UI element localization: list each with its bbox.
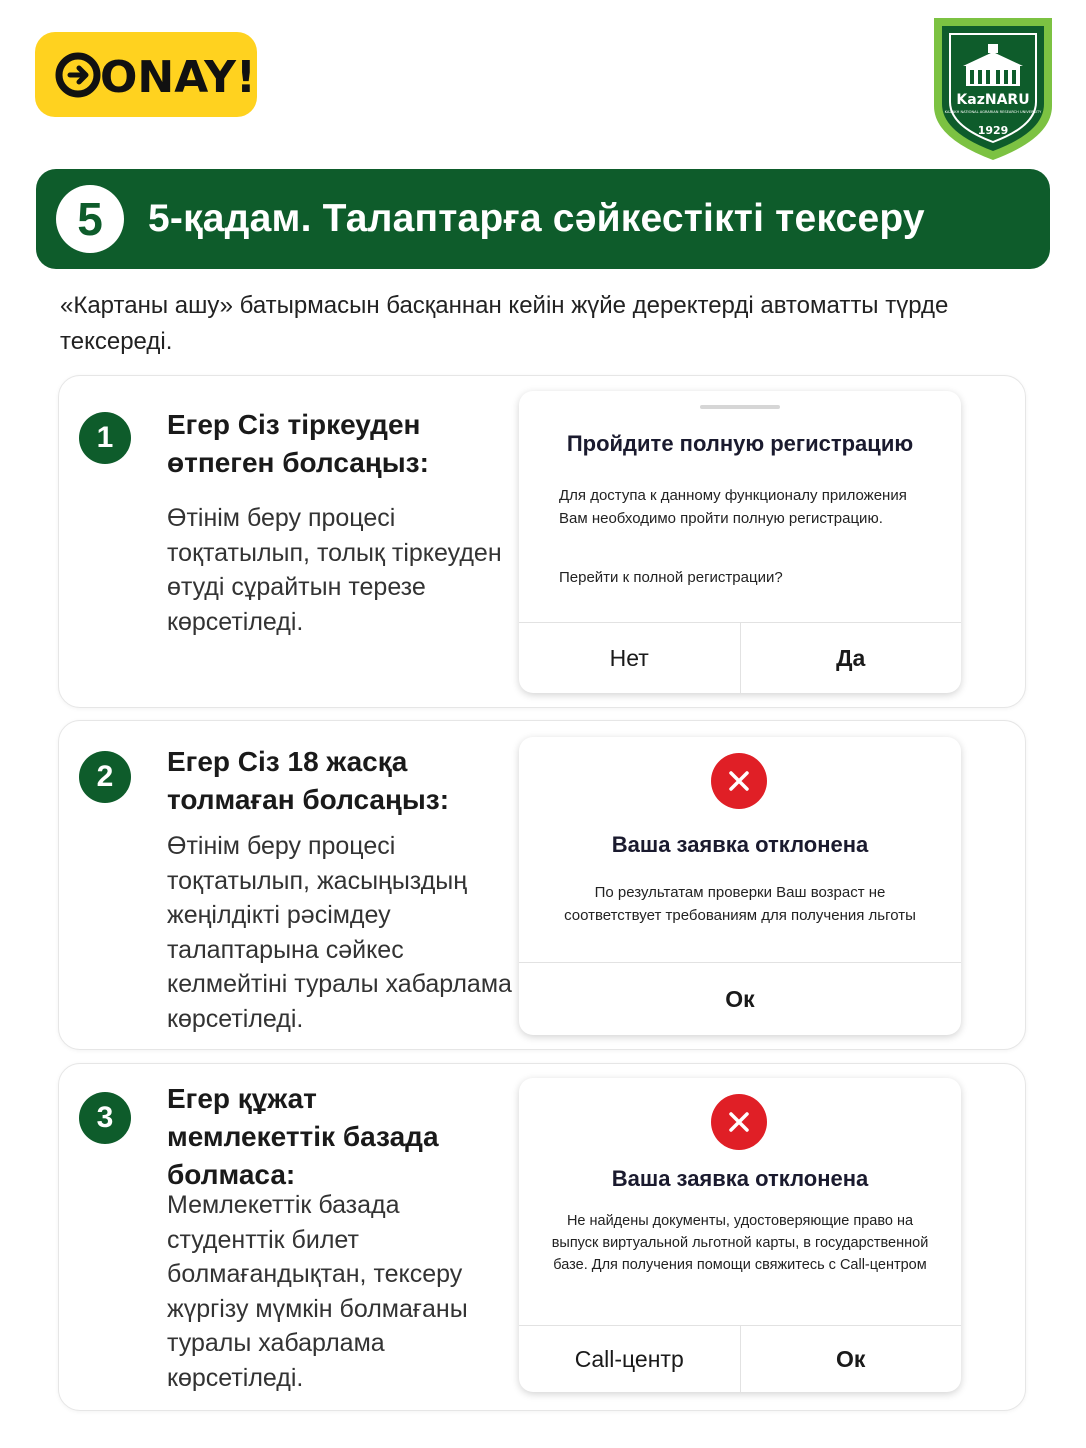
case-description: Мемлекеттік базада студенттік билет болмағандықтан, тексеру жүргізу мүмкін болмағаны туралы хабарлама көрсетіледі. [167,1191,468,1392]
dialog-title: Ваша заявка отклонена [611,1166,869,1191]
kaznaru-logo [930,14,1056,162]
case-title: Егер Сіз 18 жасқа толмаған болсаңыз: [167,746,450,815]
kaznaru-year: 1929 [977,124,1009,137]
case-card-2 [58,720,1026,1050]
kaznaru-name: KazNARU [956,92,1030,108]
case-description: Өтінім беру процесі тоқтатылып, толық тіркеуден өтуді сұрайтын терезе көрсетіледі. [167,504,502,636]
ok-button[interactable]: Ок [725,985,755,1012]
step-number-badge: 5 [56,185,124,253]
dialog-text: Не найдены документы, удостоверяющие право на выпуск виртуальной льготной карты, в государственной базе. Для получения помощи свяжитесь с Call-центром [551,1213,929,1273]
case-number-badge: 2 [79,751,131,803]
no-button[interactable]: Нет [609,644,649,671]
onay-logo-mark [56,50,256,103]
case-card-1 [58,375,1026,708]
dialog-buttons [519,1325,961,1392]
case-title: Егер Сіз тіркеуден өтпеген болсаңыз: [167,409,429,478]
intro-text: «Картаны ашу» батырмасын басқаннан кейін жүйе деректерді автоматты түрде тексереді. [60,292,949,355]
call-center-button[interactable]: Call-центр [574,1345,684,1372]
case-card-3 [58,1063,1026,1411]
dialog-text: По результатам проверки Ваш возраст не соответствует требованиям для получения льготы [564,884,916,924]
dialog-title: Ваша заявка отклонена [611,832,869,857]
dialog-title: Пройдите полную регистрацию [566,431,914,456]
error-x-icon [711,753,767,809]
error-x-icon [711,1094,767,1150]
case-description: Өтінім беру процесі тоқтатылып, жасыңыздың жеңілдікті рәсімдеу талаптарына сәйкес келмейтіні туралы хабарлама көрсетіледі. [167,832,512,1033]
step-title: 5-қадам. Талаптарға сәйкестікті тексеру [148,197,925,240]
sheet-grab-handle[interactable] [700,405,780,409]
dialog-text: Для доступа к данному функционалу приложения Вам необходимо пройти полную регистрацию. [559,487,907,527]
case-title: Егер құжат мемлекеттік базада болмаса: [167,1083,439,1190]
document-rejected-dialog [519,1078,961,1392]
ok-button[interactable]: Ок [740,1326,962,1392]
onay-logo-text: ONAY! [100,51,256,103]
dialog-buttons [519,962,961,1035]
kaznaru-subtitle: KAZAKH NATIONAL AGRARIAN RESEARCH UNIVERSITY [944,110,1042,114]
yes-button[interactable]: Да [740,623,962,693]
dialog-question: Перейти к полной регистрации? [559,569,783,586]
onay-logo [35,32,257,117]
case-number-badge: 3 [79,1092,131,1144]
dialog-buttons [519,622,961,693]
step-header [36,169,1050,269]
age-rejected-dialog [519,737,961,1035]
registration-dialog [519,391,961,693]
case-number-badge: 1 [79,412,131,464]
